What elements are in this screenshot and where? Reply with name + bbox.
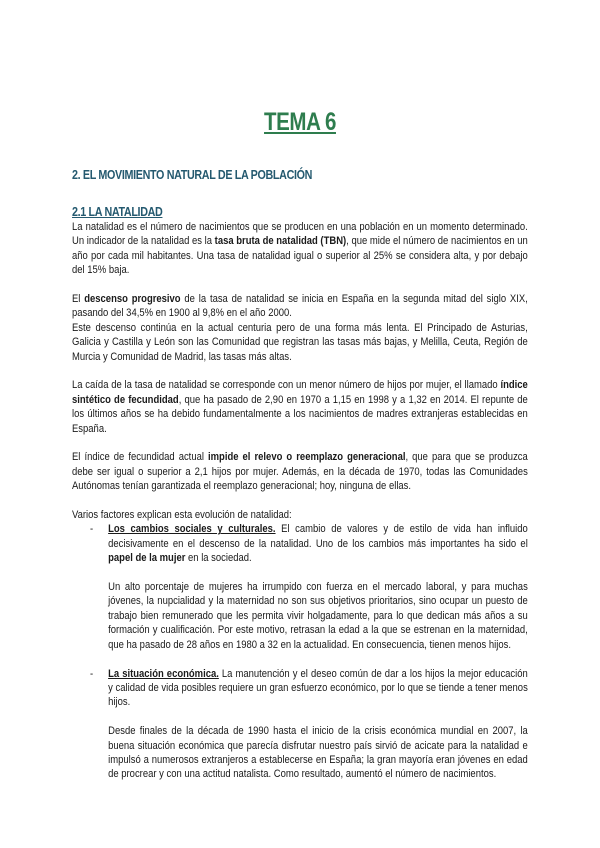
p2-text-c: de la tasa de natalidad se inicia en España en la segunda mitad del siglo XIX, pasando del 34,5% en 1900 al 9,8% en el año 2000. bbox=[72, 293, 528, 320]
item2-text-a: La manutención y el deseo común de dar a los hijos la mejor educación y calidad de vida posibles requiere un gran esfuerzo económico, por lo que se tiende a tener menos hijos. bbox=[108, 667, 528, 709]
paragraph-4 bbox=[72, 450, 528, 493]
factor-list bbox=[72, 522, 528, 781]
paragraph-1 bbox=[72, 220, 528, 278]
item1-term: papel de la mujer bbox=[108, 552, 186, 565]
p4-text-a: El índice de fecundidad actual bbox=[72, 451, 209, 464]
paragraph-2b: Este descenso continúa en la actual centuria pero de una forma más lenta. El Principado de Asturias, Galicia y Castilla y León son las Comunidad que registran las tasas más bajas, y Melilla, Ceuta, Región de Murcia y Comunidad de Madrid, las tasas más altas. bbox=[72, 321, 528, 363]
item2-text bbox=[108, 667, 528, 710]
subsection-heading: 2.1 LA NATALIDAD bbox=[72, 205, 163, 219]
list-item bbox=[72, 667, 528, 782]
p1-text-c: , que mide el número de nacimientos en un año por cada mil habitantes. Una tasa de natalidad igual o superior al 25% se considera alta, y por debajo del 15% baja. bbox=[72, 235, 528, 277]
list-dash: - bbox=[90, 667, 94, 680]
p4-term-relevo: impide el relevo o reemplazo generacional bbox=[208, 451, 406, 464]
body-text bbox=[72, 220, 528, 782]
item2-label: La situación económica. bbox=[108, 667, 219, 680]
p2-term-descenso: descenso progresivo bbox=[84, 293, 181, 306]
item1-text-a: El cambio de valores y de estilo de vida han influido decisivamente en el descenso de la natalidad. Uno de los cambios más importantes ha sido el bbox=[108, 523, 528, 550]
paragraph-5: Varios factores explican esta evolución de natalidad: bbox=[72, 509, 292, 522]
p2-text-a: El bbox=[72, 293, 85, 306]
p3-text-c: , que ha pasado de 2,90 en 1970 a 1,15 en 1998 y a 1,32 en 2014. El repunte de los últimos años se ha debido fundamentalmente a los nacimientos de madres extranjeras establecidas en España. bbox=[72, 393, 528, 435]
item1-text-end: en la sociedad. bbox=[185, 552, 252, 565]
paragraph-3 bbox=[72, 378, 528, 436]
section-heading: 2. EL MOVIMIENTO NATURAL DE LA POBLACIÓN bbox=[72, 168, 313, 182]
item1-label: Los cambios sociales y culturales. bbox=[108, 523, 276, 536]
p1-text-a: La natalidad es el número de nacimientos que se producen en una población en un momento determinado. Un indicador de la natalidad es la bbox=[72, 221, 528, 248]
item1-text bbox=[108, 522, 528, 565]
p1-term-tbn: tasa bruta de natalidad (TBN) bbox=[214, 235, 347, 248]
p3-term-isf: índice sintético de fecundidad bbox=[72, 379, 528, 406]
list-dash: - bbox=[90, 523, 94, 536]
page-title: TEMA 6 bbox=[264, 108, 336, 136]
p3-text-a: La caída de la tasa de natalidad se corresponde con un menor número de hijos por mujer, el llamado bbox=[72, 379, 501, 392]
item1-paragraph-b: Un alto porcentaje de mujeres ha irrumpido con fuerza en el mercado laboral, y para muchas jóvenes, la nupcialidad y la maternidad no son sus objetivos prioritarios, sino ocupar un puesto de trabajo bien remunerado que les permita vivir holgadamente, para lo que dedican más años a su formación y cualificación. Por este motivo, retrasan la edad a la que se estrenan en la maternidad, que ha pasado de 28 años en 1980 a 32 en la actualidad. En consecuencia, tienen menos hijos. bbox=[108, 581, 528, 651]
item2-paragraph-b: Desde finales de la década de 1990 hasta el inicio de la crisis económica mundial en 2007, la buena situación económica que parecía disfrutar nuestro país sirvió de acicate para la natalidad e impulsó a numerosos extranjeros a establecerse en España; la gran mayoría eran jóvenes en edad de procrear y con una actitud natalista. Como resultado, aumentó el número de nacimientos. bbox=[108, 725, 528, 781]
paragraph-2 bbox=[72, 292, 528, 321]
list-item bbox=[72, 522, 528, 652]
p4-text-c: , que para que se produzca debe ser igual o superior a 2,1 hijos por mujer. Además, en la década de 1970, todas las Comunidades Autónomas tenían garantizada el reemplazo generacional; hoy, ninguna de ellas. bbox=[72, 451, 528, 493]
